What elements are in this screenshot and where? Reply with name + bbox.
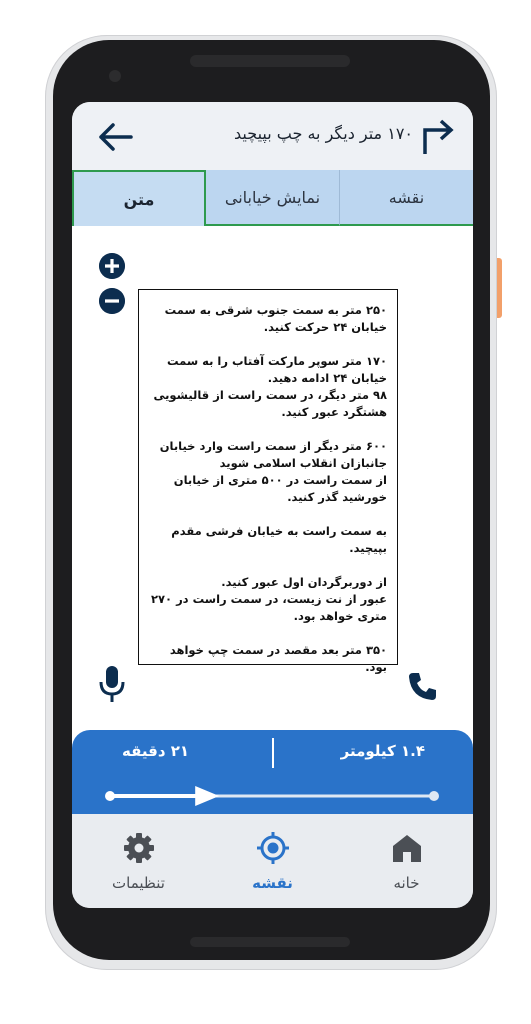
direction-step: ۲۵۰ متر به سمت جنوب شرقی به سمت خیابان ۲۴ حرکت کنید.: [164, 303, 387, 334]
direction-step: به سمت راست به خیابان فرشی مقدم بپیچید.: [171, 524, 387, 555]
phone-call-icon[interactable]: [407, 670, 439, 702]
back-arrow-icon[interactable]: [97, 122, 133, 152]
tab-street-view[interactable]: نمایش خیابانی: [206, 170, 339, 226]
direction-step: ۹۸ متر دیگر، در سمت راست از قالیشویی هشتگرد عبور کنید.: [153, 388, 387, 419]
gear-icon: [123, 832, 155, 864]
tab-text[interactable]: متن: [72, 170, 206, 226]
nav-home-label: خانه: [393, 874, 420, 892]
navigation-header: [72, 102, 473, 170]
nav-map-label: نقشه: [252, 874, 293, 892]
zoom-in-icon[interactable]: [99, 253, 125, 279]
power-button: [497, 258, 502, 318]
nav-map[interactable]: [206, 814, 339, 908]
direction-step: از دوربرگردان اول عبور کنید.: [221, 575, 387, 589]
direction-step: ۱۷۰ متر سوپر مارکت آفتاب را به سمت خیابان ۲۴ ادامه دهید.: [166, 354, 387, 385]
home-icon: [391, 832, 423, 864]
nav-settings[interactable]: [72, 814, 205, 908]
view-tabs: [72, 170, 473, 226]
remaining-time: ۲۱ دقیقه: [122, 742, 190, 760]
turn-instruction: ۱۷۰ متر دیگر به چپ بپیچید: [234, 124, 413, 143]
turn-right-arrow-icon: [421, 116, 455, 156]
nav-settings-label: تنظیمات: [112, 874, 165, 892]
route-progress-bar[interactable]: [105, 784, 439, 808]
tab-map[interactable]: نقشه: [339, 170, 473, 226]
earpiece-speaker: [190, 55, 350, 67]
directions-text-box: [138, 289, 398, 674]
bottom-navigation: [72, 814, 473, 908]
nav-home[interactable]: [340, 814, 473, 908]
microphone-icon[interactable]: [97, 664, 127, 704]
bottom-speaker: [190, 937, 350, 947]
direction-step: ۳۵۰ متر بعد مقصد در سمت چپ خواهد بود.: [169, 643, 387, 674]
direction-step: عبور از نت زیست، در سمت راست در ۲۷۰ متری خواهد بود.: [151, 592, 387, 623]
app-screen: [72, 102, 473, 908]
location-target-icon: [257, 832, 289, 864]
zoom-out-icon[interactable]: [99, 288, 125, 314]
info-divider: [272, 738, 274, 768]
direction-step: ۶۰۰ متر دیگر از سمت راست وارد خیابان جانبازان انقلاب اسلامی شوید: [159, 439, 387, 470]
front-camera: [109, 70, 121, 82]
direction-step: از سمت راست در ۵۰۰ متری از خیابان خورشید گذر کنید.: [173, 473, 387, 504]
remaining-distance: ۱.۴ کیلومتر: [340, 742, 425, 760]
